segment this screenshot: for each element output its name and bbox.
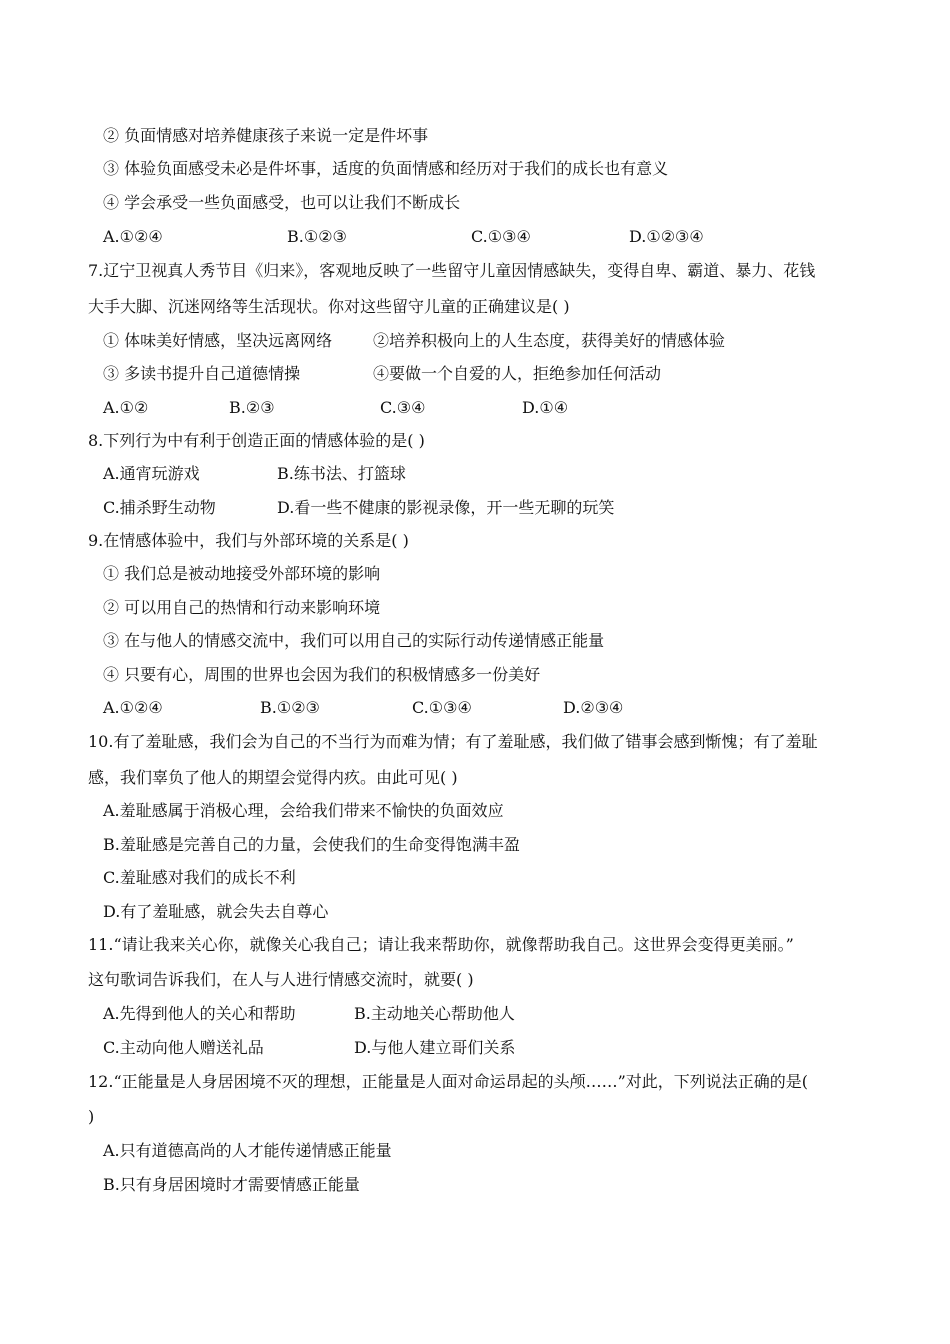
q7-statement-4: ④要做一个自爱的人，拒绝参加任何活动	[373, 364, 662, 383]
q7-statement-3: ③ 多读书提升自己道德情操	[103, 364, 301, 383]
q10-stem-line-1: 10.有了羞耻感，我们会为自己的不当行为而难为情；有了羞耻感，我们做了错事会感到惭愧；有了羞耻	[88, 732, 818, 751]
q9-option-d: D.②③④	[563, 698, 624, 717]
q12-stem-line-2: )	[88, 1107, 95, 1126]
q8-option-a: A.通宵玩游戏	[103, 464, 200, 483]
q7-statement-1: ① 体味美好情感，坚决远离网络	[103, 331, 333, 350]
q10-option-b: B.羞耻感是完善自己的力量，会使我们的生命变得饱满丰盈	[103, 835, 520, 854]
q12-stem-line-1: 12.“正能量是人身居困境不灭的理想，正能量是人面对命运昂起的头颅……”对此，下列说法正确的是(	[88, 1072, 809, 1091]
q7-option-c: C.③④	[380, 398, 426, 417]
q9-statement-2: ② 可以用自己的热情和行动来影响环境	[103, 598, 381, 617]
q10-option-a: A.羞耻感属于消极心理，会给我们带来不愉快的负面效应	[103, 801, 504, 820]
q9-option-c: C.①③④	[412, 698, 472, 717]
q9-statement-1: ① 我们总是被动地接受外部环境的影响	[103, 564, 381, 583]
q8-option-d: D.看一些不健康的影视录像，开一些无聊的玩笑	[277, 498, 615, 517]
q7-option-a: A.①②	[103, 398, 149, 417]
q9-option-a: A.①②④	[103, 698, 163, 717]
q9-statement-3: ③ 在与他人的情感交流中，我们可以用自己的实际行动传递情感正能量	[103, 631, 605, 650]
q11-stem-line-1: 11.“请让我来关心你，就像关心我自己；请让我来帮助你，就像帮助我自己。这世界会变得更美丽。”	[88, 935, 794, 954]
q6-statement-2: ② 负面情感对培养健康孩子来说一定是件坏事	[103, 126, 429, 145]
q12-option-b: B.只有身居困境时才需要情感正能量	[103, 1175, 360, 1194]
q9-option-b: B.①②③	[260, 698, 320, 717]
q7-option-b: B.②③	[229, 398, 275, 417]
q8-option-b: B.练书法、打篮球	[277, 464, 406, 483]
q10-option-d: D.有了羞耻感，就会失去自尊心	[103, 902, 329, 921]
q10-option-c: C.羞耻感对我们的成长不利	[103, 868, 296, 887]
q9-statement-4: ④ 只要有心，周围的世界也会因为我们的积极情感多一份美好	[103, 665, 541, 684]
q8-stem: 8.下列行为中有利于创造正面的情感体验的是( )	[88, 431, 425, 450]
q10-stem-line-2: 感，我们辜负了他人的期望会觉得内疚。由此可见( )	[88, 768, 458, 787]
q7-statement-2: ②培养积极向上的人生态度，获得美好的情感体验	[373, 331, 726, 350]
q7-stem-line-1: 7.辽宁卫视真人秀节目《归来》，客观地反映了一些留守儿童因情感缺失，变得自卑、霸道、暴力、花钱	[88, 261, 816, 280]
q11-option-d: D.与他人建立哥们关系	[354, 1038, 516, 1057]
q11-option-b: B.主动地关心帮助他人	[354, 1004, 515, 1023]
q12-option-a: A.只有道德高尚的人才能传递情感正能量	[103, 1141, 392, 1160]
q7-stem-line-2: 大手大脚、沉迷网络等生活现状。你对这些留守儿童的正确建议是( )	[88, 297, 570, 316]
q6-statement-4: ④ 学会承受一些负面感受，也可以让我们不断成长	[103, 193, 461, 212]
q11-option-a: A.先得到他人的关心和帮助	[103, 1004, 296, 1023]
q6-statement-3: ③ 体验负面感受未必是件坏事，适度的负面情感和经历对于我们的成长也有意义	[103, 159, 669, 178]
q11-stem-line-2: 这句歌词告诉我们，在人与人进行情感交流时，就要( )	[88, 970, 474, 989]
q6-option-c: C.①③④	[471, 227, 531, 246]
q9-stem: 9.在情感体验中，我们与外部环境的关系是( )	[88, 531, 409, 550]
q7-option-d: D.①④	[522, 398, 569, 417]
q8-option-c: C.捕杀野生动物	[103, 498, 216, 517]
q11-option-c: C.主动向他人赠送礼品	[103, 1038, 264, 1057]
q6-option-b: B.①②③	[287, 227, 347, 246]
q6-option-d: D.①②③④	[629, 227, 704, 246]
q6-option-a: A.①②④	[103, 227, 163, 246]
